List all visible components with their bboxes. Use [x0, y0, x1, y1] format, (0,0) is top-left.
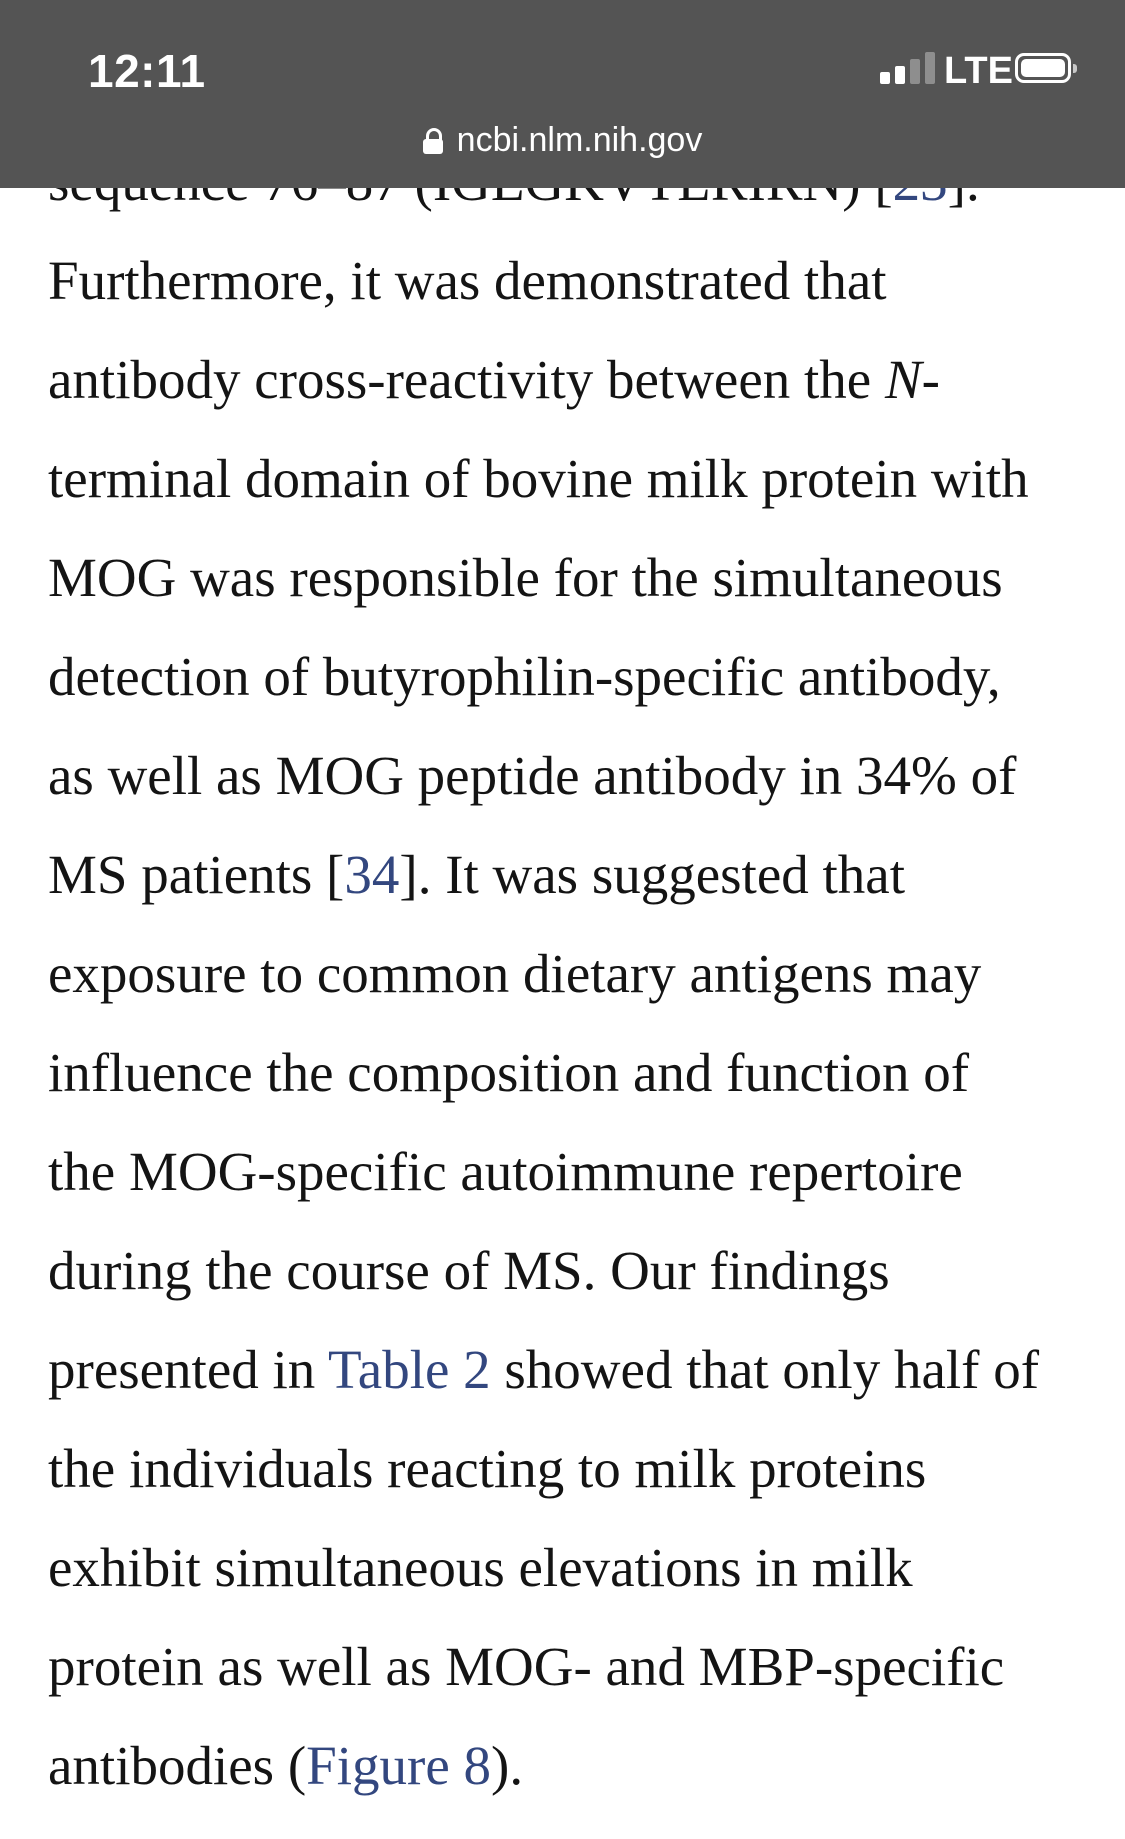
- article-line: antibody cross-reactivity between the N-: [48, 349, 940, 410]
- battery-fill: [1021, 59, 1065, 77]
- article-line: MS patients [34]. It was suggested that: [48, 844, 905, 905]
- article-body: [48, 132, 1098, 1815]
- article-line: protein as well as MOG- and MBP-specific: [48, 1636, 1005, 1697]
- citation-link-34[interactable]: 34: [344, 844, 400, 905]
- signal-bar: [910, 59, 920, 84]
- table-2-link[interactable]: Table 2: [328, 1339, 491, 1400]
- article-line: detection of butyrophilin-specific antibody,: [48, 646, 1001, 707]
- article-line: the individuals reacting to milk proteins: [48, 1438, 927, 1499]
- article-line: antibodies (Figure 8).: [48, 1735, 524, 1796]
- signal-bar: [925, 52, 935, 84]
- signal-bar: [895, 66, 905, 84]
- signal-bar: [880, 72, 890, 84]
- article-line: exposure to common dietary antigens may: [48, 943, 982, 1004]
- article-line: Furthermore, it was demonstrated that: [48, 250, 887, 311]
- article-line: MOG was responsible for the simultaneous: [48, 547, 1003, 608]
- article-line: presented in Table 2 showed that only half of: [48, 1339, 1040, 1400]
- article-line: influence the composition and function of: [48, 1042, 970, 1103]
- article-line: exhibit simultaneous elevations in milk: [48, 1537, 913, 1598]
- browser-top-bar: [0, 0, 1125, 188]
- lock-icon: [423, 128, 443, 154]
- battery-nub: [1073, 64, 1077, 73]
- network-type: LTE: [944, 50, 1013, 92]
- battery-icon: [1015, 53, 1071, 83]
- article-line: terminal domain of bovine milk protein with: [48, 448, 1029, 509]
- status-time: 12:11: [88, 45, 206, 97]
- article-line: as well as MOG peptide antibody in 34% of: [48, 745, 1017, 806]
- article-line: during the course of MS. Our findings: [48, 1240, 890, 1301]
- signal-strength-icon: [880, 52, 936, 84]
- address-bar[interactable]: [0, 118, 1125, 162]
- article-line: the MOG-specific autoimmune repertoire: [48, 1141, 963, 1202]
- italic-n: N: [884, 349, 922, 410]
- url-text: ncbi.nlm.nih.gov: [456, 121, 703, 159]
- figure-8-link[interactable]: Figure 8: [306, 1735, 491, 1796]
